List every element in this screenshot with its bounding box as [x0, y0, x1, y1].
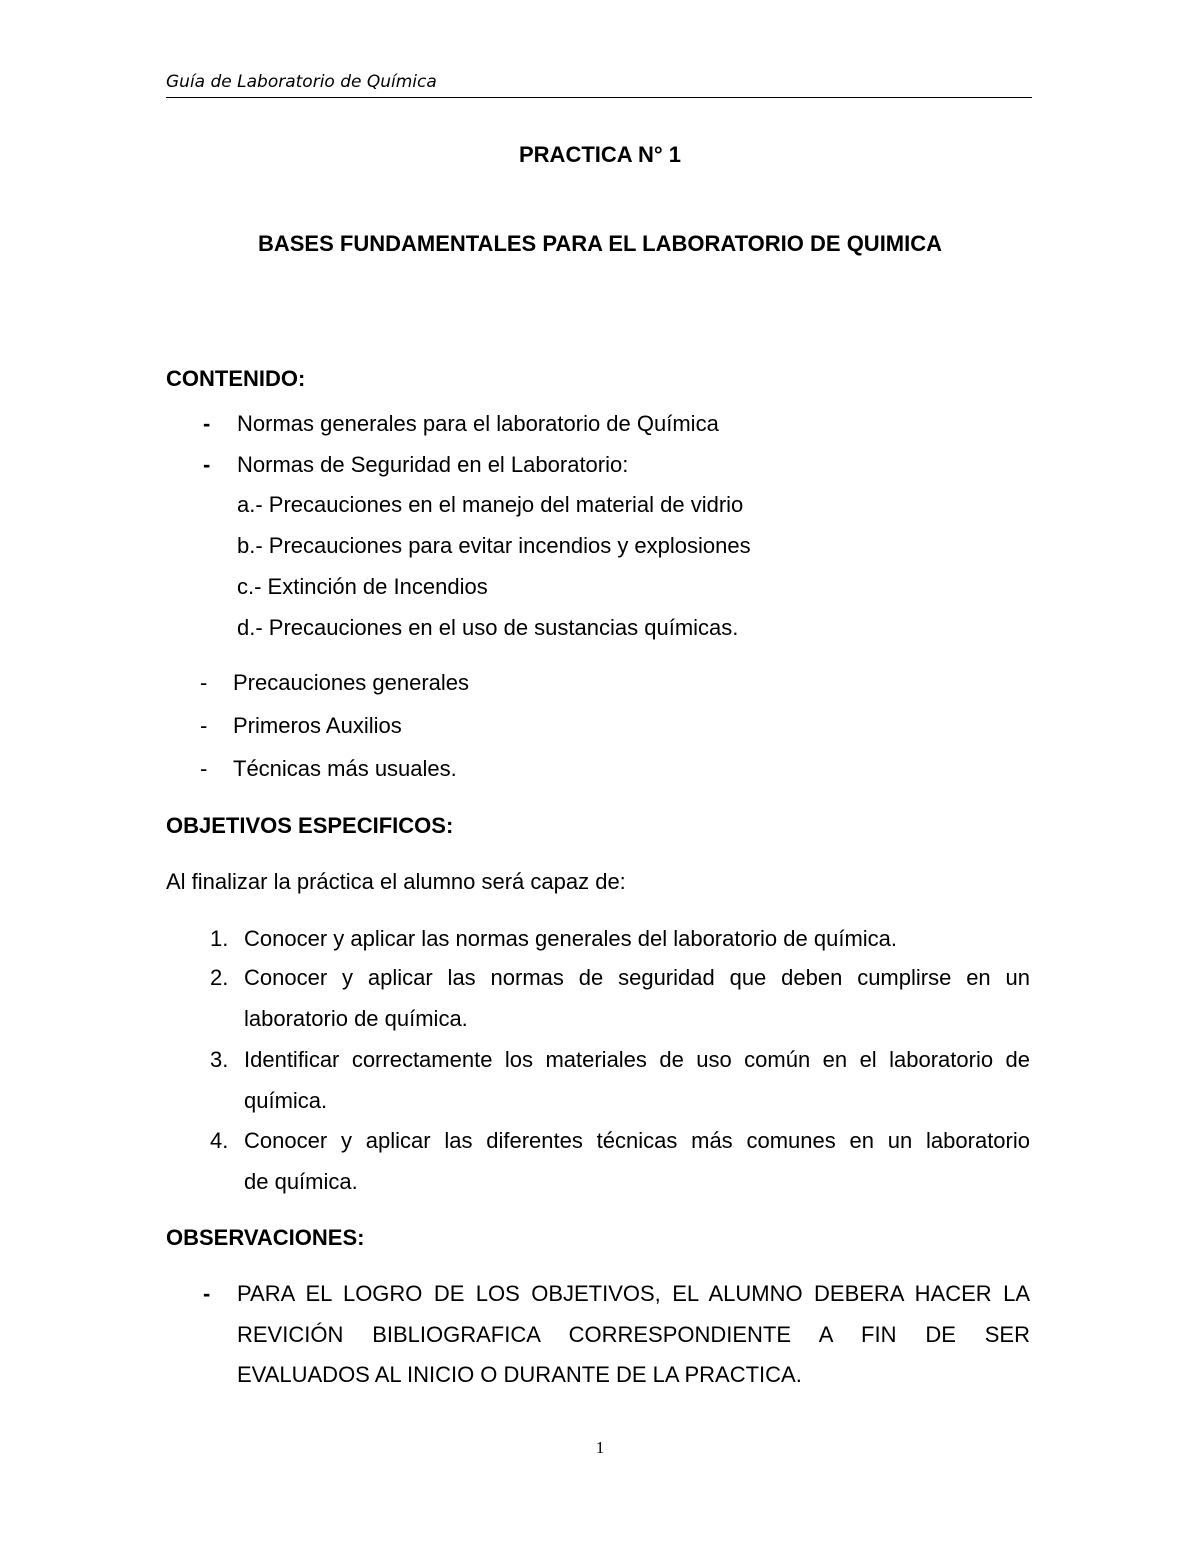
contenido-item: Normas generales para el laboratorio de Química — [237, 411, 719, 436]
running-header: Guía de Laboratorio de Química — [166, 72, 437, 92]
bullet-dash: - — [203, 411, 211, 436]
list-number: 3. — [210, 1047, 229, 1072]
list-number: 1. — [210, 926, 229, 951]
header-divider — [166, 97, 1032, 98]
objetivo-line: Conocer y aplicar las diferentes técnicas más comunes en un laboratorio — [244, 1128, 1030, 1153]
bullet-dash: - — [203, 1281, 211, 1306]
objetivo-line: laboratorio de química. — [244, 1006, 468, 1031]
objetivo-line: de química. — [244, 1169, 358, 1194]
bullet-dash: - — [200, 756, 208, 781]
objetivos-heading: OBJETIVOS ESPECIFICOS: — [166, 813, 454, 838]
contenido-subitem: d.- Precauciones en el uso de sustancias químicas. — [237, 615, 739, 640]
contenido-item: Normas de Seguridad en el Laboratorio: — [237, 452, 629, 477]
objetivo-line: Conocer y aplicar las normas de seguridad que deben cumplirse en un — [244, 965, 1030, 990]
observacion-line: PARA EL LOGRO DE LOS OBJETIVOS, EL ALUMNO DEBERA HACER LA — [237, 1281, 1030, 1306]
bullet-dash: - — [200, 713, 208, 738]
observacion-line: REVICIÓN BIBLIOGRAFICA CORRESPONDIENTE A FIN DE SER — [237, 1322, 1030, 1347]
main-title: BASES FUNDAMENTALES PARA EL LABORATORIO DE QUIMICA — [257, 231, 943, 256]
list-number: 4. — [210, 1128, 229, 1153]
contenido-item: Primeros Auxilios — [233, 713, 402, 738]
page-number: 1 — [595, 1438, 605, 1457]
contenido-subitem: a.- Precauciones en el manejo del material de vidrio — [237, 492, 744, 517]
observacion-line: EVALUADOS AL INICIO O DURANTE DE LA PRACTICA. — [237, 1362, 802, 1387]
objetivo-line: Conocer y aplicar las normas generales del laboratorio de química. — [244, 926, 898, 951]
objetivo-line: Identificar correctamente los materiales de uso común en el laboratorio de — [244, 1047, 1030, 1072]
observaciones-heading: OBSERVACIONES: — [166, 1225, 365, 1250]
bullet-dash: - — [200, 670, 208, 695]
practice-number-title: PRACTICA N° 1 — [519, 142, 681, 167]
bullet-dash: - — [203, 452, 211, 477]
list-number: 2. — [210, 965, 229, 990]
contenido-item: Técnicas más usuales. — [233, 756, 457, 781]
contenido-subitem: c.- Extinción de Incendios — [237, 574, 488, 599]
objetivos-intro: Al finalizar la práctica el alumno será capaz de: — [166, 869, 626, 894]
contenido-heading: CONTENIDO: — [166, 366, 306, 391]
contenido-subitem: b.- Precauciones para evitar incendios y explosiones — [237, 533, 751, 558]
objetivo-line: química. — [244, 1088, 328, 1113]
contenido-item: Precauciones generales — [233, 670, 470, 695]
